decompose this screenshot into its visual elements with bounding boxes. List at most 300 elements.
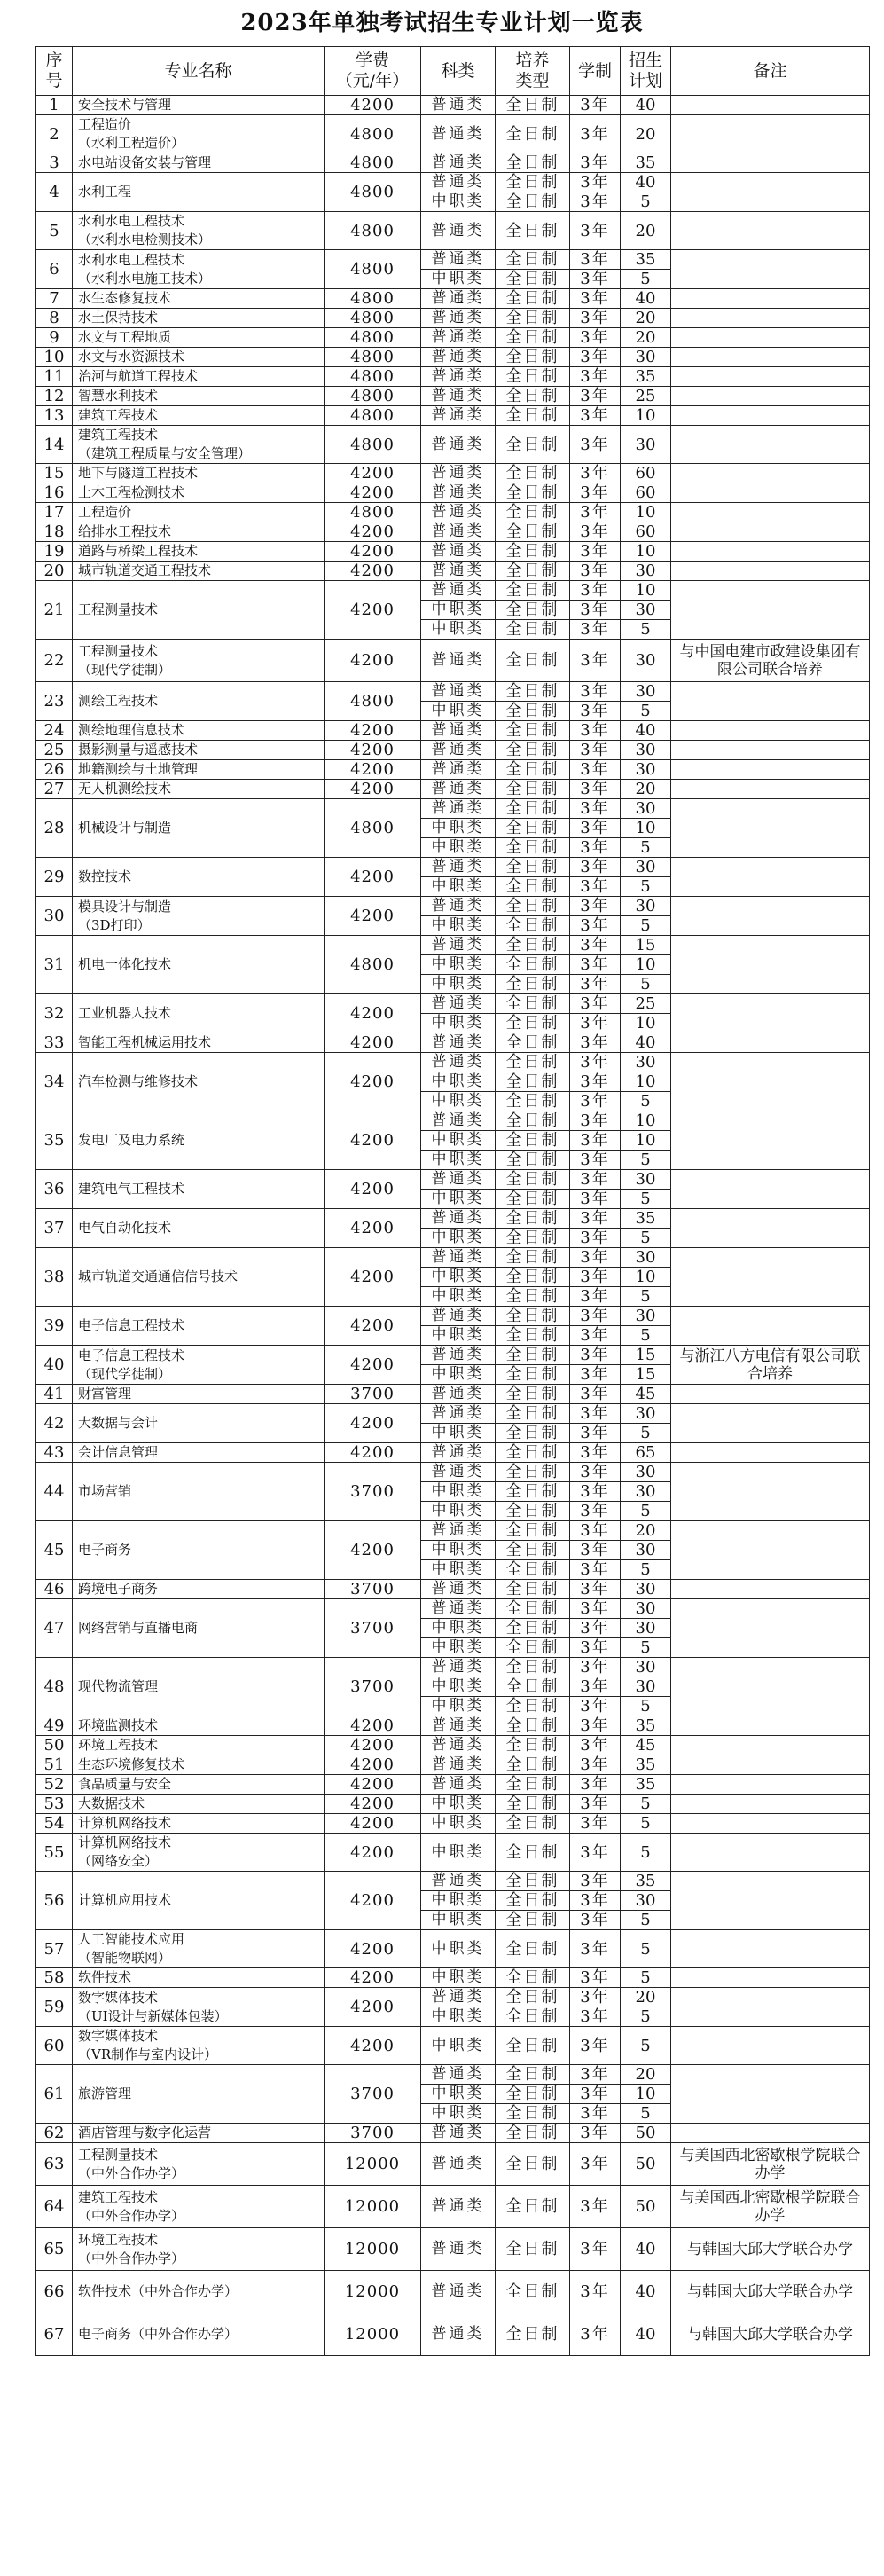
table-row xyxy=(36,289,870,309)
enrollment-plan: 60 xyxy=(621,464,671,483)
training-mode: 全日制 xyxy=(496,1755,570,1775)
remark xyxy=(671,464,870,483)
duration: 3年 xyxy=(570,2124,621,2143)
training-mode: 全日制 xyxy=(496,270,570,289)
remark xyxy=(671,2065,870,2124)
category: 普通类 xyxy=(421,503,496,522)
training-mode: 全日制 xyxy=(496,1814,570,1834)
tuition-fee: 4200 xyxy=(325,760,421,780)
major-name: 电子商务（中外合作办学） xyxy=(73,2313,325,2356)
tuition-fee: 4200 xyxy=(325,581,421,640)
enrollment-plan: 30 xyxy=(621,1463,671,1482)
table-row xyxy=(36,1930,870,1968)
table-row xyxy=(36,522,870,542)
tuition-fee: 4200 xyxy=(325,464,421,483)
training-mode: 全日制 xyxy=(496,1111,570,1131)
category: 中职类 xyxy=(421,1814,496,1834)
category: 普通类 xyxy=(421,741,496,760)
remark xyxy=(671,1521,870,1580)
row-number: 28 xyxy=(36,799,73,858)
remark xyxy=(671,741,870,760)
tuition-fee: 4800 xyxy=(325,212,421,250)
row-number: 3 xyxy=(36,153,73,173)
category: 中职类 xyxy=(421,1560,496,1580)
duration: 3年 xyxy=(570,2271,621,2313)
enrollment-plan: 5 xyxy=(621,1502,671,1521)
category: 普通类 xyxy=(421,682,496,702)
enrollment-plan: 30 xyxy=(621,682,671,702)
row-number: 15 xyxy=(36,464,73,483)
enrollment-plan: 20 xyxy=(621,780,671,799)
category: 普通类 xyxy=(421,936,496,955)
category: 普通类 xyxy=(421,1599,496,1619)
remark xyxy=(671,153,870,173)
major-name: 水利水电工程技术 （水利水电施工技术） xyxy=(73,250,325,289)
category: 中职类 xyxy=(421,1190,496,1209)
enrollment-plan: 5 xyxy=(621,270,671,289)
row-number: 22 xyxy=(36,640,73,682)
duration: 3年 xyxy=(570,2104,621,2124)
remark: 与韩国大邱大学联合办学 xyxy=(671,2313,870,2356)
duration: 3年 xyxy=(570,2065,621,2085)
enrollment-plan: 25 xyxy=(621,994,671,1014)
enrollment-plan: 5 xyxy=(621,1229,671,1248)
tuition-fee: 3700 xyxy=(325,1385,421,1404)
table-row xyxy=(36,1795,870,1814)
header-fee: 学费 （元/年） xyxy=(325,47,421,96)
major-name: 工程造价 （水利工程造价） xyxy=(73,115,325,153)
training-mode: 全日制 xyxy=(496,741,570,760)
row-number: 56 xyxy=(36,1872,73,1930)
training-mode: 全日制 xyxy=(496,858,570,877)
training-mode: 全日制 xyxy=(496,1443,570,1463)
enrollment-plan: 10 xyxy=(621,542,671,562)
major-name: 旅游管理 xyxy=(73,2065,325,2124)
enrollment-plan: 5 xyxy=(621,1326,671,1346)
remark xyxy=(671,483,870,503)
training-mode: 全日制 xyxy=(496,1307,570,1326)
table-row xyxy=(36,1404,870,1424)
tuition-fee: 4200 xyxy=(325,721,421,741)
tuition-fee: 4800 xyxy=(325,503,421,522)
remark xyxy=(671,1443,870,1463)
table-row xyxy=(36,406,870,426)
category: 普通类 xyxy=(421,2124,496,2143)
tuition-fee: 4200 xyxy=(325,1968,421,1988)
training-mode: 全日制 xyxy=(496,309,570,328)
row-number: 29 xyxy=(36,858,73,897)
enrollment-plan: 40 xyxy=(621,721,671,741)
enrollment-plan: 40 xyxy=(621,2271,671,2313)
duration: 3年 xyxy=(570,192,621,212)
duration: 3年 xyxy=(570,994,621,1014)
category: 中职类 xyxy=(421,2007,496,2027)
enrollment-plan: 15 xyxy=(621,1346,671,1365)
training-mode: 全日制 xyxy=(496,2143,570,2186)
enrollment-plan: 5 xyxy=(621,1834,671,1872)
tuition-fee: 4800 xyxy=(325,250,421,289)
row-number: 24 xyxy=(36,721,73,741)
training-mode: 全日制 xyxy=(496,975,570,994)
remark: 与美国西北密歇根学院联合办学 xyxy=(671,2143,870,2186)
training-mode: 全日制 xyxy=(496,1677,570,1697)
category: 普通类 xyxy=(421,799,496,819)
training-mode: 全日制 xyxy=(496,702,570,721)
category: 普通类 xyxy=(421,2143,496,2186)
training-mode: 全日制 xyxy=(496,1736,570,1755)
table-row xyxy=(36,250,870,270)
training-mode: 全日制 xyxy=(496,877,570,897)
duration: 3年 xyxy=(570,1968,621,1988)
training-mode: 全日制 xyxy=(496,1190,570,1209)
row-number: 46 xyxy=(36,1580,73,1599)
remark xyxy=(671,897,870,936)
header-no: 序 号 xyxy=(36,47,73,96)
category: 普通类 xyxy=(421,1716,496,1736)
tuition-fee: 4200 xyxy=(325,1209,421,1248)
table-row xyxy=(36,2186,870,2228)
table-body xyxy=(36,96,870,2356)
enrollment-plan: 35 xyxy=(621,367,671,387)
remark xyxy=(671,1755,870,1775)
table-row xyxy=(36,760,870,780)
category: 普通类 xyxy=(421,348,496,367)
enrollment-plan: 10 xyxy=(621,1268,671,1287)
remark xyxy=(671,1111,870,1170)
training-mode: 全日制 xyxy=(496,464,570,483)
category: 普通类 xyxy=(421,858,496,877)
table-row xyxy=(36,581,870,601)
category: 普通类 xyxy=(421,1248,496,1268)
enrollment-plan: 35 xyxy=(621,1775,671,1795)
training-mode: 全日制 xyxy=(496,2104,570,2124)
training-mode: 全日制 xyxy=(496,1072,570,1092)
major-name: 数控技术 xyxy=(73,858,325,897)
category: 中职类 xyxy=(421,1131,496,1151)
category: 中职类 xyxy=(421,1424,496,1443)
header-plan: 招生 计划 xyxy=(621,47,671,96)
training-mode: 全日制 xyxy=(496,192,570,212)
category: 中职类 xyxy=(421,955,496,975)
enrollment-plan-table xyxy=(35,46,870,2356)
tuition-fee: 4200 xyxy=(325,562,421,581)
enrollment-plan: 20 xyxy=(621,1521,671,1541)
remark xyxy=(671,1033,870,1053)
training-mode: 全日制 xyxy=(496,1463,570,1482)
duration: 3年 xyxy=(570,309,621,328)
row-number: 60 xyxy=(36,2027,73,2065)
tuition-fee: 4800 xyxy=(325,682,421,721)
training-mode: 全日制 xyxy=(496,2027,570,2065)
training-mode: 全日制 xyxy=(496,601,570,620)
table-row xyxy=(36,212,870,250)
duration: 3年 xyxy=(570,1716,621,1736)
major-name: 土木工程检测技术 xyxy=(73,483,325,503)
major-name: 水土保持技术 xyxy=(73,309,325,328)
table-row xyxy=(36,1033,870,1053)
duration: 3年 xyxy=(570,721,621,741)
tuition-fee: 4800 xyxy=(325,387,421,406)
duration: 3年 xyxy=(570,1775,621,1795)
training-mode: 全日制 xyxy=(496,799,570,819)
training-mode: 全日制 xyxy=(496,780,570,799)
category: 中职类 xyxy=(421,975,496,994)
remark xyxy=(671,994,870,1033)
major-name: 地下与隧道工程技术 xyxy=(73,464,325,483)
major-name: 工程测量技术 （中外合作办学） xyxy=(73,2143,325,2186)
category: 普通类 xyxy=(421,562,496,581)
table-row xyxy=(36,897,870,916)
training-mode: 全日制 xyxy=(496,1385,570,1404)
training-mode: 全日制 xyxy=(496,1170,570,1190)
enrollment-plan: 30 xyxy=(621,562,671,581)
row-number: 37 xyxy=(36,1209,73,1248)
category: 普通类 xyxy=(421,1443,496,1463)
major-name: 软件技术（中外合作办学） xyxy=(73,2271,325,2313)
row-number: 27 xyxy=(36,780,73,799)
category: 普通类 xyxy=(421,1658,496,1677)
enrollment-plan: 35 xyxy=(621,1755,671,1775)
duration: 3年 xyxy=(570,1814,621,1834)
duration: 3年 xyxy=(570,858,621,877)
table-row xyxy=(36,1307,870,1326)
row-number: 33 xyxy=(36,1033,73,1053)
enrollment-plan: 30 xyxy=(621,741,671,760)
duration: 3年 xyxy=(570,270,621,289)
tuition-fee: 3700 xyxy=(325,1580,421,1599)
row-number: 34 xyxy=(36,1053,73,1111)
duration: 3年 xyxy=(570,503,621,522)
header-name: 专业名称 xyxy=(73,47,325,96)
table-row xyxy=(36,1521,870,1541)
enrollment-plan: 5 xyxy=(621,1697,671,1716)
duration: 3年 xyxy=(570,348,621,367)
remark xyxy=(671,522,870,542)
category: 中职类 xyxy=(421,702,496,721)
training-mode: 全日制 xyxy=(496,1560,570,1580)
row-number: 48 xyxy=(36,1658,73,1716)
tuition-fee: 12000 xyxy=(325,2186,421,2228)
duration: 3年 xyxy=(570,1209,621,1229)
row-number: 4 xyxy=(36,173,73,212)
table-row xyxy=(36,2228,870,2271)
duration: 3年 xyxy=(570,780,621,799)
major-name: 计算机网络技术 xyxy=(73,1814,325,1834)
enrollment-plan: 60 xyxy=(621,522,671,542)
row-number: 66 xyxy=(36,2271,73,2313)
remark xyxy=(671,1053,870,1111)
table-row xyxy=(36,1775,870,1795)
row-number: 16 xyxy=(36,483,73,503)
category: 普通类 xyxy=(421,483,496,503)
duration: 3年 xyxy=(570,1268,621,1287)
duration: 3年 xyxy=(570,877,621,897)
enrollment-plan: 30 xyxy=(621,1599,671,1619)
remark xyxy=(671,721,870,741)
training-mode: 全日制 xyxy=(496,250,570,270)
training-mode: 全日制 xyxy=(496,955,570,975)
category: 普通类 xyxy=(421,780,496,799)
table-row xyxy=(36,115,870,153)
training-mode: 全日制 xyxy=(496,994,570,1014)
category: 普通类 xyxy=(421,309,496,328)
table-row xyxy=(36,1248,870,1268)
enrollment-plan: 40 xyxy=(621,2228,671,2271)
tuition-fee: 4200 xyxy=(325,1053,421,1111)
category: 普通类 xyxy=(421,1580,496,1599)
enrollment-plan: 5 xyxy=(621,1968,671,1988)
enrollment-plan: 45 xyxy=(621,1736,671,1755)
training-mode: 全日制 xyxy=(496,96,570,115)
enrollment-plan: 30 xyxy=(621,1404,671,1424)
duration: 3年 xyxy=(570,1658,621,1677)
category: 普通类 xyxy=(421,367,496,387)
tuition-fee: 4200 xyxy=(325,1033,421,1053)
row-number: 19 xyxy=(36,542,73,562)
duration: 3年 xyxy=(570,838,621,858)
duration: 3年 xyxy=(570,702,621,721)
category: 中职类 xyxy=(421,1268,496,1287)
training-mode: 全日制 xyxy=(496,1131,570,1151)
training-mode: 全日制 xyxy=(496,1151,570,1170)
tuition-fee: 4200 xyxy=(325,1346,421,1385)
training-mode: 全日制 xyxy=(496,1619,570,1638)
training-mode: 全日制 xyxy=(496,1248,570,1268)
table-row xyxy=(36,936,870,955)
enrollment-plan: 35 xyxy=(621,153,671,173)
duration: 3年 xyxy=(570,975,621,994)
category: 普通类 xyxy=(421,212,496,250)
training-mode: 全日制 xyxy=(496,819,570,838)
training-mode: 全日制 xyxy=(496,1404,570,1424)
table-row xyxy=(36,2143,870,2186)
major-name: 建筑工程技术 （中外合作办学） xyxy=(73,2186,325,2228)
category: 中职类 xyxy=(421,819,496,838)
training-mode: 全日制 xyxy=(496,503,570,522)
training-mode: 全日制 xyxy=(496,1268,570,1287)
row-number: 26 xyxy=(36,760,73,780)
enrollment-plan: 30 xyxy=(621,348,671,367)
enrollment-plan: 50 xyxy=(621,2124,671,2143)
enrollment-plan: 30 xyxy=(621,1891,671,1911)
enrollment-plan: 30 xyxy=(621,601,671,620)
major-name: 人工智能技术应用 （智能物联网） xyxy=(73,1930,325,1968)
major-name: 软件技术 xyxy=(73,1968,325,1988)
tuition-fee: 12000 xyxy=(325,2228,421,2271)
row-number: 2 xyxy=(36,115,73,153)
row-number: 31 xyxy=(36,936,73,994)
enrollment-plan: 50 xyxy=(621,2186,671,2228)
remark xyxy=(671,503,870,522)
training-mode: 全日制 xyxy=(496,483,570,503)
row-number: 41 xyxy=(36,1385,73,1404)
enrollment-plan: 30 xyxy=(621,1307,671,1326)
enrollment-plan: 35 xyxy=(621,1209,671,1229)
row-number: 32 xyxy=(36,994,73,1033)
training-mode: 全日制 xyxy=(496,1872,570,1891)
remark xyxy=(671,1248,870,1307)
tuition-fee: 4800 xyxy=(325,406,421,426)
remark xyxy=(671,212,870,250)
category: 中职类 xyxy=(421,877,496,897)
enrollment-plan: 40 xyxy=(621,173,671,192)
category: 中职类 xyxy=(421,2104,496,2124)
row-number: 57 xyxy=(36,1930,73,1968)
major-name: 模具设计与制造 （3D打印） xyxy=(73,897,325,936)
enrollment-plan: 10 xyxy=(621,1111,671,1131)
category: 普通类 xyxy=(421,522,496,542)
row-number: 38 xyxy=(36,1248,73,1307)
tuition-fee: 4200 xyxy=(325,1736,421,1755)
table-row xyxy=(36,682,870,702)
duration: 3年 xyxy=(570,1424,621,1443)
training-mode: 全日制 xyxy=(496,115,570,153)
training-mode: 全日制 xyxy=(496,562,570,581)
major-name: 大数据与会计 xyxy=(73,1404,325,1443)
duration: 3年 xyxy=(570,936,621,955)
category: 普通类 xyxy=(421,464,496,483)
duration: 3年 xyxy=(570,328,621,348)
remark xyxy=(671,2027,870,2065)
category: 普通类 xyxy=(421,1755,496,1775)
row-number: 42 xyxy=(36,1404,73,1443)
table-row xyxy=(36,1111,870,1131)
training-mode: 全日制 xyxy=(496,1209,570,1229)
duration: 3年 xyxy=(570,1502,621,1521)
tuition-fee: 4200 xyxy=(325,1872,421,1930)
training-mode: 全日制 xyxy=(496,581,570,601)
remark xyxy=(671,760,870,780)
enrollment-plan: 35 xyxy=(621,1716,671,1736)
category: 普通类 xyxy=(421,1111,496,1131)
tuition-fee: 4200 xyxy=(325,542,421,562)
duration: 3年 xyxy=(570,2228,621,2271)
category: 普通类 xyxy=(421,1385,496,1404)
remark xyxy=(671,328,870,348)
duration: 3年 xyxy=(570,916,621,936)
category: 中职类 xyxy=(421,1911,496,1930)
category: 普通类 xyxy=(421,1170,496,1190)
category: 普通类 xyxy=(421,2313,496,2356)
enrollment-plan: 5 xyxy=(621,620,671,640)
enrollment-plan: 10 xyxy=(621,581,671,601)
enrollment-plan: 5 xyxy=(621,2007,671,2027)
major-name: 机械设计与制造 xyxy=(73,799,325,858)
training-mode: 全日制 xyxy=(496,1521,570,1541)
table-row xyxy=(36,96,870,115)
category: 普通类 xyxy=(421,1053,496,1072)
duration: 3年 xyxy=(570,406,621,426)
category: 普通类 xyxy=(421,153,496,173)
enrollment-plan: 5 xyxy=(621,916,671,936)
remark xyxy=(671,309,870,328)
major-name: 大数据技术 xyxy=(73,1795,325,1814)
table-row xyxy=(36,426,870,464)
enrollment-plan: 20 xyxy=(621,212,671,250)
enrollment-plan: 10 xyxy=(621,406,671,426)
tuition-fee: 4800 xyxy=(325,153,421,173)
training-mode: 全日制 xyxy=(496,640,570,682)
enrollment-plan: 5 xyxy=(621,1190,671,1209)
row-number: 39 xyxy=(36,1307,73,1346)
tuition-fee: 4200 xyxy=(325,1248,421,1307)
training-mode: 全日制 xyxy=(496,387,570,406)
training-mode: 全日制 xyxy=(496,682,570,702)
enrollment-plan: 15 xyxy=(621,1365,671,1385)
training-mode: 全日制 xyxy=(496,212,570,250)
table-row xyxy=(36,562,870,581)
tuition-fee: 4200 xyxy=(325,1170,421,1209)
